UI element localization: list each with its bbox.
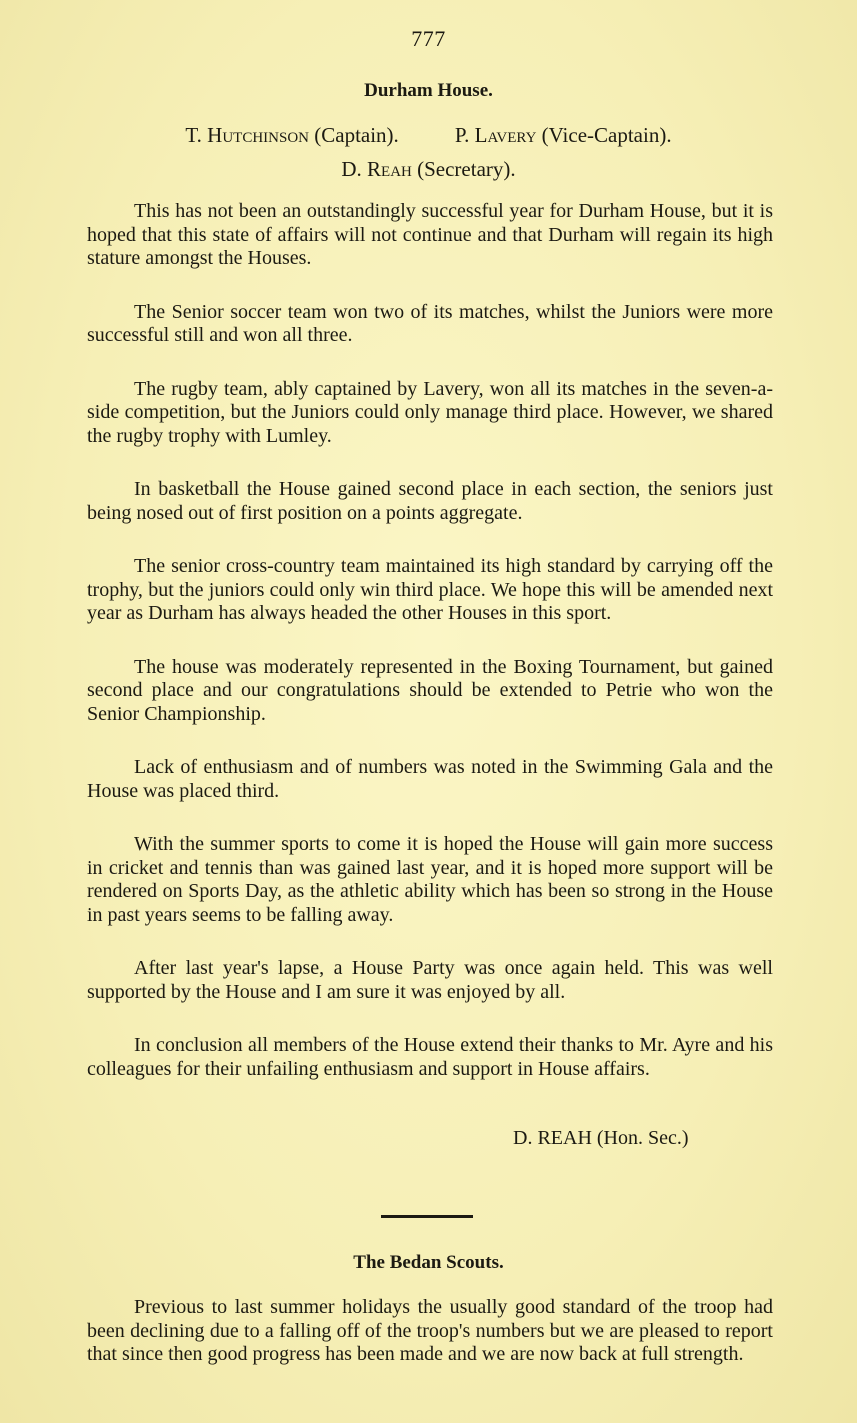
paragraph: Lack of enthusiasm and of numbers was noted in the Swimming Gala and the House was placed third. [87, 756, 773, 802]
paragraph: In conclusion all members of the House extend their thanks to Mr. Ayre and his colleagues for their unfailing enthusiasm and support in House affairs. [87, 1034, 773, 1080]
paragraph: After last year's lapse, a House Party was once again held. This was well supported by the House and I am sure it was enjoyed by all. [87, 957, 773, 1003]
officer-secretary [341, 157, 515, 181]
paragraph: The Senior soccer team won two of its matches, whilst the Juniors were more successful still and won all three. [87, 300, 773, 346]
page-number: 777 [411, 26, 446, 51]
paragraph: This has not been an outstandingly successful year for Durham House, but it is hoped that this state of affairs will not continue and that Durham will regain its high stature amongst the Houses. [87, 200, 773, 269]
paragraph: With the summer sports to come it is hoped the House will gain more success in cricket and tennis than was gained last year, and it is hoped more support will be rendered on Sports Day, as the athletic ability which has been so strong in the House in past years seems to be falling away. [87, 833, 773, 926]
officer-name: P. Lavery [454, 123, 537, 147]
paragraph: The senior cross-country team maintained its high standard by carrying off the trophy, but the juniors could only win third place. We hope this will be amended next year as Durham has always headed the other Houses in this sport. [87, 555, 773, 624]
officer-name: D. Reah [341, 157, 412, 181]
paragraph: The house was moderately represented in the Boxing Tournament, but gained second place and our congratulations should be extended to Petrie who won the Senior Championship. [87, 655, 773, 725]
paragraph: Previous to last summer holidays the usually good standard of the troop had been declining due to a falling off of the troop's numbers but we are pleased to report that since then good progress has been made and we are now back at full strength. [87, 1296, 773, 1365]
officer-name: T. Hutchinson [185, 123, 309, 147]
signature: D. REAH (Hon. Sec.) [513, 1127, 689, 1149]
paragraph: The rugby team, ably captained by Lavery, won all its matches in the seven-a-side competition, but the Juniors could only manage third place. However, we shared the rugby trophy with Lumley. [87, 377, 773, 447]
officers-list [0, 118, 857, 186]
scouts-report-body [87, 1296, 773, 1397]
durham-report-body [87, 200, 773, 1111]
paragraph: In basketball the House gained second place in each section, the seniors just being nosed out of first position on a points aggregate. [87, 478, 773, 524]
officer-vice-captain [455, 118, 672, 152]
officer-role: (Captain). [314, 123, 399, 147]
officer-role: (Vice-Captain). [541, 123, 672, 147]
officer-role: (Secretary). [417, 157, 516, 181]
bedan-scouts-title: The Bedan Scouts. [353, 1252, 504, 1273]
officer-captain [185, 118, 398, 152]
section-divider [381, 1215, 473, 1218]
durham-house-title: Durham House. [364, 80, 493, 101]
